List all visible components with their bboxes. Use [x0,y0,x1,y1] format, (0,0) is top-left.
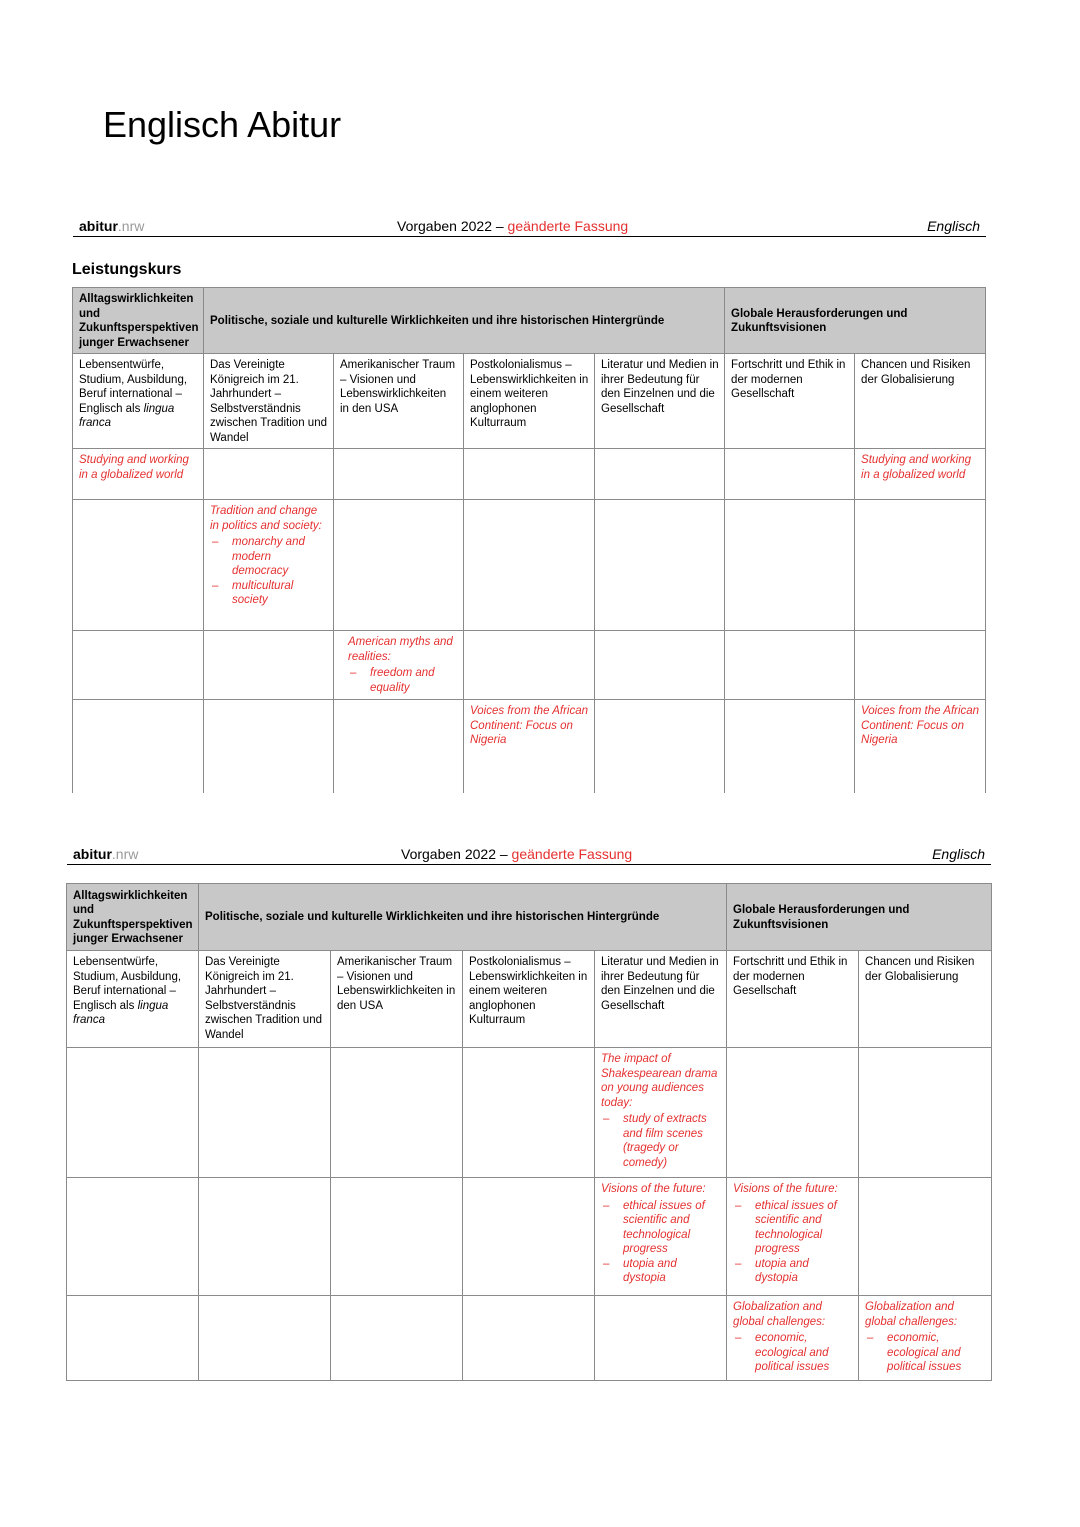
document-title: Englisch Abitur [103,104,342,145]
curriculum-table [66,883,992,1381]
brand-logo: abitur.nrw [79,218,145,234]
focus-studying: Studying and working in a globalized world [855,449,986,500]
topic-cell: Literatur und Medien in ihrer Bedeutung für den Einzelnen und die Gesellschaft [595,951,727,1048]
topic-cell: Das Vereinigte Königreich im 21. Jahrhundert – Selbstverständnis zwischen Tradition und Wandel [199,951,331,1048]
focus-tradition: Tradition and change in politics and society: – monarchy and modern democracy – multicultural society [204,500,334,631]
topic-cell: Postkolonialismus – Lebenswirklichkeiten in einem weiteren anglophonen Kulturraum [464,354,595,449]
list-item: – economic, ecological and political issues [733,1331,853,1375]
list-item: – study of extracts and film scenes (tragedy or comedy) [601,1112,721,1170]
header-political-social: Politische, soziale und kulturelle Wirklichkeiten und ihre historischen Hintergründe [199,884,727,951]
list-item: – monarchy and modern democracy [210,535,328,579]
topic-cell: Amerikanischer Traum – Visionen und Lebenswirklichkeiten in den USA [331,951,463,1048]
topic-cell: Amerikanischer Traum – Visionen und Lebenswirklichkeiten in den USA [334,354,464,449]
focus-globalization: Globalization and global challenges: – economic, ecological and political issues [859,1296,992,1381]
topic-cell: Fortschritt und Ethik in der modernen Gesellschaft [725,354,855,449]
header-global-challenges: Globale Herausforderungen und Zukunftsvisionen [725,288,986,354]
list-item: – ethical issues of scientific and technological progress [601,1199,721,1257]
header-everyday-life: Alltagswirklichkeiten und Zukunftsperspektiven junger Erwachsener [67,884,199,951]
topic-cell: Postkolonialismus – Lebenswirklichkeiten in einem weiteren anglophonen Kulturraum [463,951,595,1048]
header-subject: Englisch [932,846,985,862]
focus-visions: Visions of the future: – ethical issues of scientific and technological progress – utopia and dystopia [727,1178,859,1296]
header-center: Vorgaben 2022 – geänderte Fassung [397,218,629,234]
focus-nigeria: Voices from the African Continent: Focus on Nigeria [855,700,986,793]
topic-cell: Literatur und Medien in ihrer Bedeutung für den Einzelnen und die Gesellschaft [595,354,725,449]
focus-studying: Studying and working in a globalized world [73,449,204,500]
brand-logo: abitur.nrw [73,846,139,862]
focus-shakespeare: The impact of Shakespearean drama on young audiences today: – study of extracts and film scenes (tragedy or comedy) [595,1048,727,1178]
topic-cell: Fortschritt und Ethik in der modernen Gesellschaft [727,951,859,1048]
focus-globalization: Globalization and global challenges: – economic, ecological and political issues [727,1296,859,1381]
page-header [73,216,986,237]
topic-cell: Das Vereinigte Königreich im 21. Jahrhundert – Selbstverständnis zwischen Tradition und Wandel [204,354,334,449]
topic-cell: Lebensentwürfe, Studium, Ausbildung, Beruf international – Englisch als lingua franca [67,951,199,1048]
header-center: Vorgaben 2022 – geänderte Fassung [401,846,633,862]
list-item: – ethical issues of scientific and technological progress [733,1199,853,1257]
page-header [67,844,991,865]
curriculum-table [72,287,986,793]
header-everyday-life: Alltagswirklichkeiten und Zukunftsperspektiven junger Erwachsener [73,288,204,354]
list-item: – utopia and dystopia [733,1257,853,1286]
topic-cell: Chancen und Risiken der Globalisierung [859,951,992,1048]
list-item: – economic, ecological and political issues [865,1331,986,1375]
focus-american-myths: American myths and realities: – freedom and equality [334,631,464,700]
header-subject: Englisch [927,218,980,234]
focus-nigeria: Voices from the African Continent: Focus on Nigeria [464,700,595,793]
list-item: – utopia and dystopia [601,1257,721,1286]
header-global-challenges: Globale Herausforderungen und Zukunftsvisionen [727,884,992,951]
list-item: – freedom and equality [348,666,458,695]
header-political-social: Politische, soziale und kulturelle Wirklichkeiten und ihre historischen Hintergründe [204,288,725,354]
list-item: – multicultural society [210,579,328,608]
topic-cell: Chancen und Risiken der Globalisierung [855,354,986,449]
focus-visions: Visions of the future: – ethical issues of scientific and technological progress – utopia and dystopia [595,1178,727,1296]
course-heading: Leistungskurs [72,261,182,278]
topic-cell: Lebensentwürfe, Studium, Ausbildung, Beruf international – Englisch als lingua franca [73,354,204,449]
